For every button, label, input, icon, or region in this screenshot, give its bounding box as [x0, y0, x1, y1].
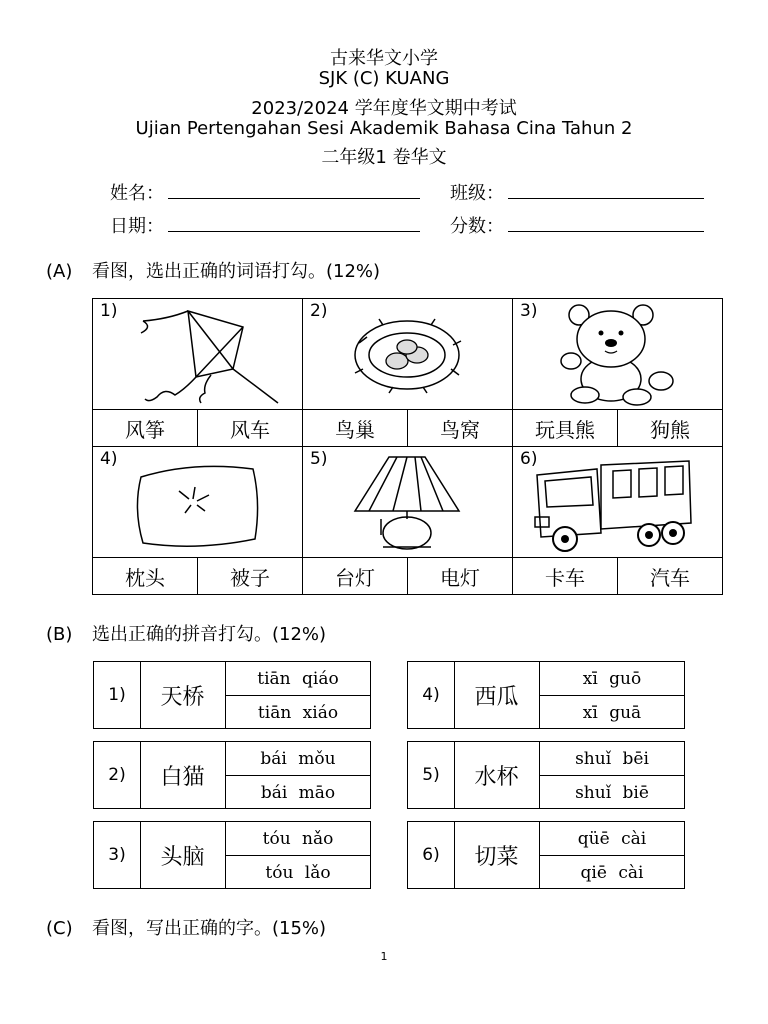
- exam-title: Ujian Pertengahan Sesi Akademik Bahasa Cina Tahun 2: [135, 118, 633, 139]
- section-a-heading: [46, 257, 380, 283]
- pinyin-option[interactable]: bái māo: [260, 782, 336, 803]
- section-c-tag: (C): [46, 918, 73, 939]
- item-number: 4): [100, 449, 118, 469]
- date-label: 日期：: [110, 216, 164, 237]
- section-b-heading: [46, 620, 326, 646]
- item-number: 1): [100, 301, 118, 321]
- date-line[interactable]: [168, 217, 420, 232]
- pinyin-option[interactable]: xī guō: [540, 662, 684, 696]
- item-number: 5): [310, 449, 328, 469]
- pinyin-question-5: [407, 741, 685, 809]
- item-number: 3): [520, 301, 538, 321]
- pinyin-question-3: [93, 821, 371, 889]
- kite-icon: [93, 299, 301, 409]
- option-cell[interactable]: 台灯: [303, 558, 408, 595]
- class-label: 班级：: [450, 183, 504, 204]
- pinyin-question-1: [93, 661, 371, 729]
- score-line[interactable]: [508, 217, 704, 232]
- section-a-instruction: 看图，选出正确的词语打勾。(12%): [92, 261, 381, 282]
- option-cell[interactable]: 风车: [198, 410, 303, 447]
- picture-cell-3: [513, 299, 723, 410]
- pinyin-option[interactable]: shuǐ bēi: [540, 742, 684, 776]
- question-word: 白猫: [140, 742, 226, 808]
- question-number: 5): [408, 742, 455, 808]
- pinyin-option[interactable]: tóu nǎo: [226, 822, 370, 856]
- exam-year-line: 2023/2024 学年度华文期中考试: [251, 98, 517, 119]
- option-cell[interactable]: 汽车: [618, 558, 723, 595]
- date-field: [110, 212, 420, 238]
- section-c-instruction: 看图，写出正确的字。(15%): [92, 918, 327, 939]
- question-word: 西瓜: [454, 662, 540, 728]
- option-cell[interactable]: 被子: [198, 558, 303, 595]
- name-field: [110, 179, 420, 205]
- name-line[interactable]: [168, 184, 420, 199]
- pillow-icon: [93, 447, 301, 557]
- section-a-grid: [92, 298, 723, 595]
- picture-cell-6: [513, 447, 723, 558]
- class-line[interactable]: [508, 184, 704, 199]
- name-label: 姓名：: [110, 183, 164, 204]
- picture-cell-4: [93, 447, 303, 558]
- truck-icon: [513, 447, 721, 557]
- lamp-icon: [303, 447, 511, 557]
- item-number: 6): [520, 449, 538, 469]
- question-number: 3): [94, 822, 141, 888]
- option-cell[interactable]: 电灯: [408, 558, 513, 595]
- pinyin-question-2: [93, 741, 371, 809]
- option-cell[interactable]: 狗熊: [618, 410, 723, 447]
- pinyin-option[interactable]: tiān xiáo: [257, 702, 339, 723]
- picture-cell-5: [303, 447, 513, 558]
- item-number: 2): [310, 301, 328, 321]
- option-cell[interactable]: 玩具熊: [513, 410, 618, 447]
- page-number: 1: [380, 950, 388, 963]
- option-cell[interactable]: 鸟窝: [408, 410, 513, 447]
- question-word: 头脑: [140, 822, 226, 888]
- pinyin-question-4: [407, 661, 685, 729]
- pinyin-option[interactable]: tóu lǎo: [265, 862, 331, 883]
- section-c-heading: [46, 914, 326, 940]
- pinyin-option[interactable]: tiān qiáo: [226, 662, 370, 696]
- pinyin-option[interactable]: qiē cài: [580, 862, 644, 883]
- nest-icon: [303, 299, 511, 409]
- question-number: 4): [408, 662, 455, 728]
- teddy-bear-icon: [513, 299, 721, 409]
- option-cell[interactable]: 风筝: [93, 410, 198, 447]
- question-number: 6): [408, 822, 455, 888]
- pinyin-question-6: [407, 821, 685, 889]
- pinyin-option[interactable]: shuǐ biē: [575, 782, 649, 803]
- picture-cell-1: [93, 299, 303, 410]
- class-field: [450, 179, 704, 205]
- pinyin-option[interactable]: bái mǒu: [226, 742, 370, 776]
- pinyin-option[interactable]: qüē cài: [540, 822, 684, 856]
- pinyin-option[interactable]: xī guā: [582, 702, 642, 723]
- question-word: 水杯: [454, 742, 540, 808]
- option-cell[interactable]: 枕头: [93, 558, 198, 595]
- option-cell[interactable]: 鸟巢: [303, 410, 408, 447]
- score-field: [450, 212, 704, 238]
- school-name-chinese: 古来华文小学: [330, 48, 438, 69]
- picture-cell-2: [303, 299, 513, 410]
- paper-title: 二年级1 卷华文: [321, 147, 447, 168]
- school-name: SJK (C) KUANG: [318, 68, 450, 89]
- section-b-tag: (B): [46, 624, 73, 645]
- section-b-instruction: 选出正确的拼音打勾。(12%): [92, 624, 327, 645]
- score-label: 分数：: [450, 216, 504, 237]
- question-number: 1): [94, 662, 141, 728]
- question-number: 2): [94, 742, 141, 808]
- question-word: 天桥: [140, 662, 226, 728]
- option-cell[interactable]: 卡车: [513, 558, 618, 595]
- section-a-tag: (A): [46, 261, 73, 282]
- question-word: 切菜: [454, 822, 540, 888]
